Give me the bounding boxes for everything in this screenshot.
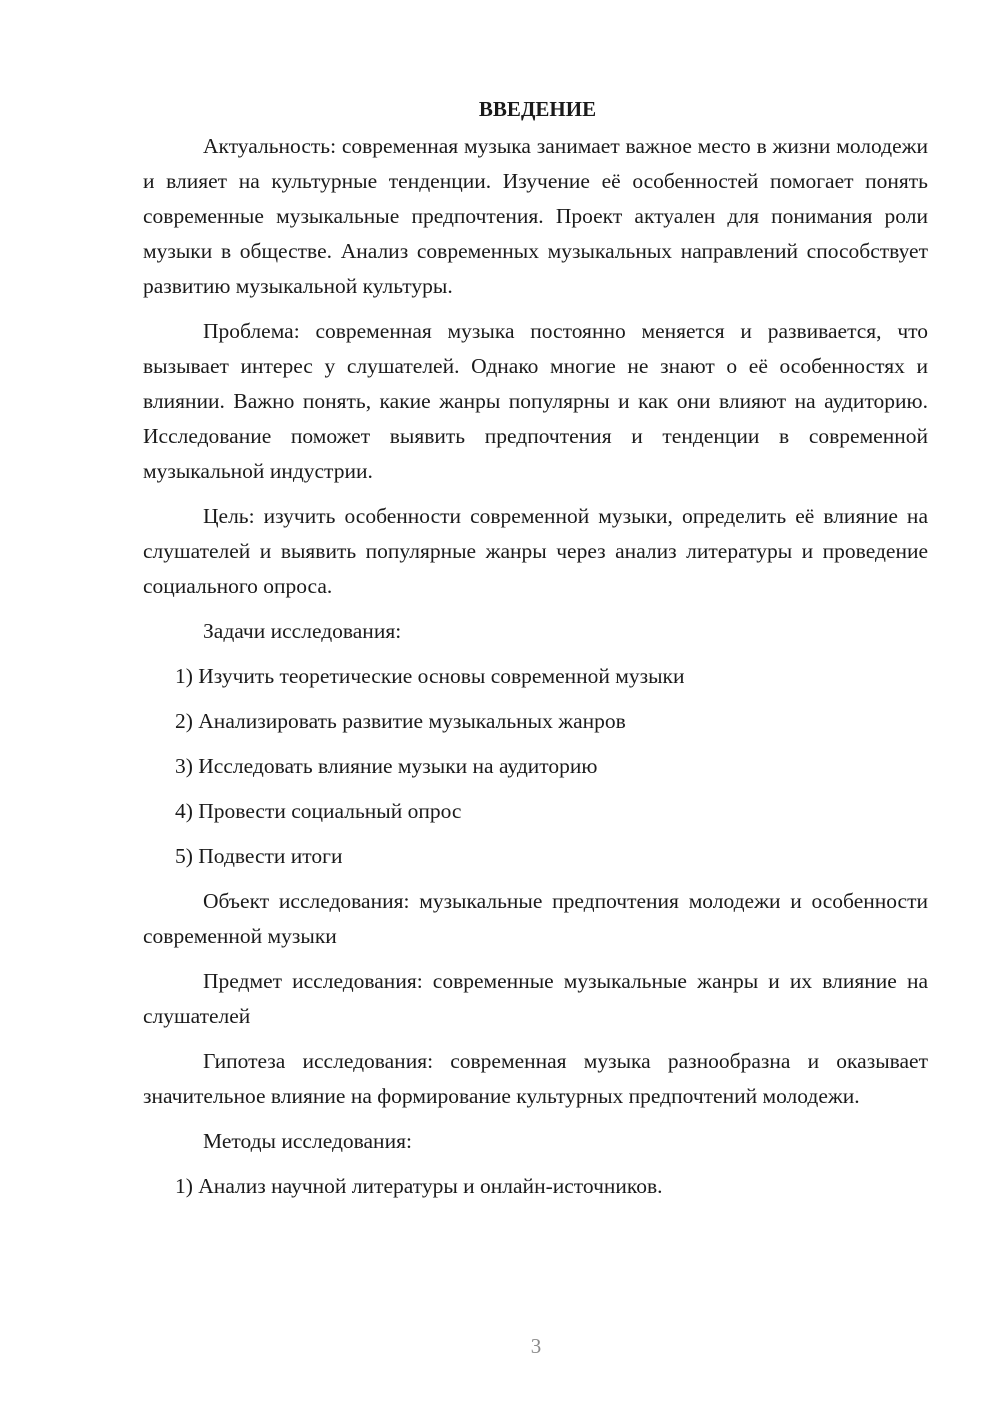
- goal-paragraph: Цель: изучить особенности современной музыки, определить её влияние на слушателей и выявить популярные жанры через анализ литературы и проведение социального опроса.: [143, 504, 928, 598]
- list-item: 4) Провести социальный опрос: [175, 799, 462, 823]
- document-page: [143, 92, 928, 1214]
- tasks-title: Задачи исследования:: [203, 619, 402, 643]
- page-number: 3: [530, 1334, 542, 1358]
- hypothesis-paragraph: Гипотеза исследования: современная музыка разнообразна и оказывает значительное влияние на формирование культурных предпочтений молодежи.: [143, 1049, 928, 1108]
- list-item: 2) Анализировать развитие музыкальных жанров: [175, 709, 626, 733]
- tasks-list: [143, 659, 928, 874]
- list-item: 1) Анализ научной литературы и онлайн-источников.: [175, 1174, 663, 1198]
- section-heading: ВВЕДЕНИЕ: [478, 97, 597, 121]
- methods-list: [143, 1169, 928, 1204]
- methods-title: Методы исследования:: [203, 1129, 412, 1153]
- subject-paragraph: Предмет исследования: современные музыкальные жанры и их влияние на слушателей: [143, 969, 928, 1028]
- object-paragraph: Объект исследования: музыкальные предпочтения молодежи и особенности современной музыки: [143, 889, 928, 948]
- problem-paragraph: Проблема: современная музыка постоянно меняется и развивается, что вызывает интерес у слушателей. Однако многие не знают о её особенностях и влиянии. Важно понять, какие жанры популярны и как они влияют на аудиторию. Исследование поможет выявить предпочтения и тенденции в современной музыкальной индустрии.: [143, 319, 928, 483]
- list-item: 3) Исследовать влияние музыки на аудиторию: [175, 754, 598, 778]
- relevance-paragraph: Актуальность: современная музыка занимает важное место в жизни молодежи и влияет на культурные тенденции. Изучение её особенностей помогает понять современные музыкальные предпочтения. Проект актуален для понимания роли музыки в обществе. Анализ современных музыкальных направлений способствует развитию музыкальной культуры.: [143, 134, 928, 298]
- list-item: 1) Изучить теоретические основы современной музыки: [175, 664, 685, 688]
- list-item: 5) Подвести итоги: [175, 844, 343, 868]
